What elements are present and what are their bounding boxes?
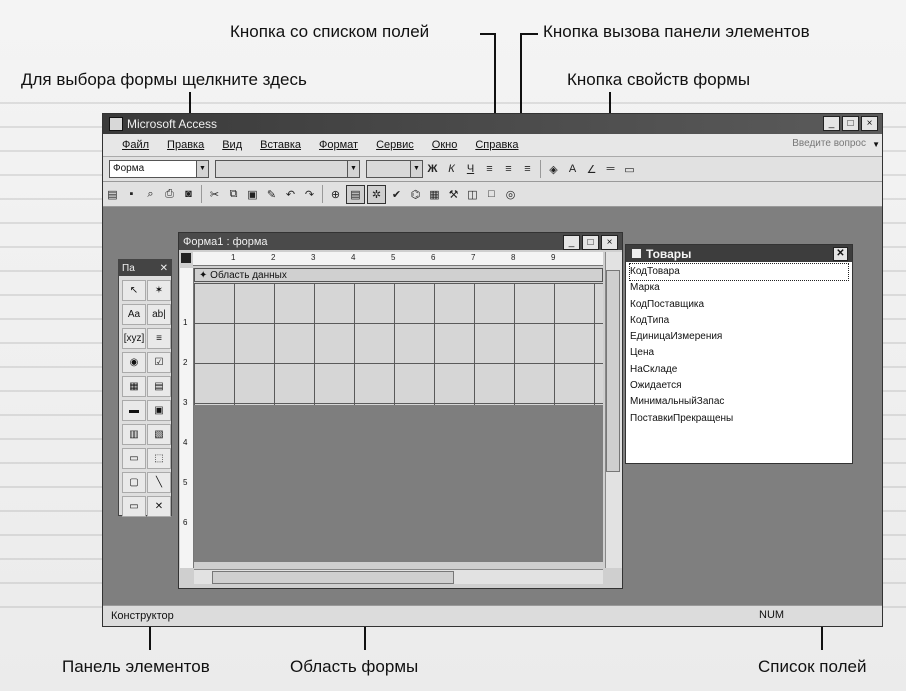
scroll-thumb[interactable] — [212, 571, 454, 584]
form-empty-area — [194, 405, 603, 562]
bold-button[interactable]: Ж — [427, 163, 438, 175]
command-button-tool[interactable]: ▬ — [122, 400, 146, 421]
bound-frame-tool[interactable]: ▧ — [147, 424, 171, 445]
ruler-mark: 5 — [391, 253, 396, 262]
ruler-mark: 5 — [183, 478, 188, 487]
unbound-frame-tool[interactable]: ▥ — [122, 424, 146, 445]
field-list-window[interactable] — [625, 244, 853, 464]
object-selector-value: Форма — [113, 163, 145, 174]
code-icon[interactable]: ⌬ — [410, 188, 421, 201]
form-selector[interactable] — [181, 253, 191, 263]
database-window-icon[interactable]: ◫ — [467, 188, 478, 201]
option-button-tool[interactable]: ◉ — [122, 352, 146, 373]
more-controls-tool[interactable]: ✕ — [147, 496, 171, 517]
copy-icon[interactable]: ⧉ — [229, 187, 238, 200]
align-left-icon[interactable]: ≡ — [486, 163, 493, 175]
detail-section-header[interactable] — [194, 268, 603, 282]
ruler-mark: 4 — [183, 438, 188, 447]
table-icon — [632, 249, 641, 258]
menu-insert[interactable]: Вставка — [260, 139, 302, 151]
close-icon[interactable]: ✕ — [833, 247, 848, 261]
form-detail-grid[interactable] — [194, 283, 603, 406]
field-item[interactable]: Марка — [630, 282, 660, 294]
toolbox-title: Па — [122, 262, 135, 274]
field-item[interactable]: МинимальныйЗапас — [630, 396, 725, 408]
line-tool[interactable]: ╲ — [147, 472, 171, 493]
help-icon[interactable]: ◎ — [505, 188, 516, 201]
callout-select-form: Для выбора формы щелкните здесь — [21, 70, 307, 89]
print-preview-icon[interactable]: ◙ — [185, 188, 192, 200]
ruler-mark: 7 — [471, 253, 476, 262]
menu-window[interactable]: Окно — [431, 139, 458, 151]
tab-control-tool[interactable]: ⬚ — [147, 448, 171, 469]
ruler-mark: 2 — [271, 253, 276, 262]
toggle-button-tool[interactable]: ≡ — [147, 328, 171, 349]
redo-icon[interactable]: ↷ — [304, 188, 315, 201]
listbox-tool[interactable]: ▤ — [147, 376, 171, 397]
menu-edit[interactable]: Правка — [167, 139, 205, 151]
callout-field-list: Список полей — [758, 657, 867, 676]
form-design-window[interactable] — [178, 232, 623, 589]
status-mode: Конструктор — [111, 610, 174, 622]
maximize-button[interactable]: □ — [842, 116, 859, 131]
underline-button[interactable]: Ч — [466, 163, 475, 175]
object-selector-combo[interactable] — [109, 160, 209, 178]
menu-file[interactable]: Файл — [122, 139, 150, 151]
search-file-icon[interactable]: ⌕ — [147, 187, 154, 200]
rectangle-tool[interactable]: ▭ — [122, 496, 146, 517]
horizontal-scrollbar[interactable] — [194, 569, 603, 584]
field-item[interactable]: Цена — [630, 347, 655, 359]
control-wizards-tool[interactable]: ✶ — [147, 280, 171, 301]
ask-question-input[interactable]: Введите вопрос — [792, 138, 866, 149]
formatting-toolbar — [103, 157, 882, 182]
form-minimize-button[interactable]: _ — [563, 235, 580, 250]
form-maximize-button[interactable]: □ — [582, 235, 599, 250]
field-item[interactable]: КодТипа — [630, 314, 670, 326]
line-width-icon[interactable]: ═ — [606, 163, 615, 175]
vertical-ruler — [180, 268, 194, 568]
menu-view[interactable]: Вид — [222, 139, 243, 151]
access-key-icon — [109, 117, 123, 131]
ruler-mark: 6 — [183, 518, 188, 527]
fill-color-icon[interactable]: ◈ — [549, 163, 558, 176]
properties-icon[interactable]: ▦ — [429, 188, 440, 201]
label-tool[interactable]: Aa — [122, 304, 146, 325]
ruler-mark: 1 — [183, 318, 188, 327]
close-icon[interactable]: ✕ — [159, 262, 168, 274]
status-bar — [103, 605, 882, 626]
section-marker-icon: ✦ — [199, 270, 211, 281]
status-num: NUM — [759, 609, 785, 621]
ruler-mark: 3 — [183, 398, 188, 407]
field-item[interactable]: Ожидается — [630, 380, 682, 392]
image-tool[interactable]: ▣ — [147, 400, 171, 421]
scroll-thumb[interactable] — [606, 270, 620, 472]
ruler-mark: 2 — [183, 358, 188, 367]
close-button[interactable]: × — [861, 116, 878, 131]
line-color-icon[interactable]: ∠ — [586, 163, 597, 176]
menu-bar — [103, 134, 882, 157]
menu-format[interactable]: Формат — [319, 139, 359, 151]
form-design-toolbar — [103, 182, 882, 207]
font-color-icon[interactable]: A — [568, 163, 577, 175]
align-center-icon[interactable]: ≡ — [505, 163, 512, 175]
field-list-button-icon[interactable]: ▤ — [346, 185, 365, 204]
font-size-combo[interactable] — [366, 160, 423, 178]
toolbox-button-icon[interactable]: ✲ — [367, 185, 386, 204]
save-icon[interactable]: ▪ — [129, 188, 134, 200]
chevron-down-icon[interactable]: ▼ — [196, 161, 208, 177]
page-break-tool[interactable]: ▭ — [122, 448, 146, 469]
checkbox-tool[interactable]: ☑ — [147, 352, 171, 373]
vertical-scrollbar[interactable] — [605, 252, 622, 568]
cut-icon[interactable]: ✂ — [209, 188, 220, 201]
autoformat-icon[interactable]: ✔ — [391, 188, 402, 201]
field-item[interactable]: КодТовара — [630, 264, 848, 280]
menu-tools[interactable]: Сервис — [376, 139, 414, 151]
field-item[interactable]: КодПоставщика — [630, 298, 705, 310]
ruler-mark: 4 — [351, 253, 356, 262]
paste-icon[interactable]: ▣ — [247, 188, 258, 201]
combobox-tool[interactable]: ▦ — [122, 376, 146, 397]
hyperlink-icon[interactable]: ⊕ — [330, 188, 341, 201]
textbox-tool[interactable]: ab| — [147, 304, 171, 325]
field-list-title: Товары — [646, 246, 692, 261]
build-icon[interactable]: ⚒ — [448, 188, 459, 201]
detail-section-label: Область данных — [210, 270, 287, 281]
callout-toolbox-panel: Панель элементов — [62, 657, 210, 676]
font-name-combo[interactable] — [215, 160, 360, 178]
view-icon[interactable]: ▤ — [107, 188, 118, 201]
minimize-button[interactable]: _ — [823, 116, 840, 131]
format-painter-icon[interactable]: ✎ — [266, 188, 277, 201]
toolbox-panel[interactable] — [118, 259, 172, 516]
subform-tool[interactable]: ▢ — [122, 472, 146, 493]
select-objects-tool[interactable]: ↖ — [122, 280, 146, 301]
access-window — [102, 113, 883, 627]
chevron-down-icon[interactable]: ▼ — [410, 161, 422, 177]
undo-icon[interactable]: ↶ — [285, 188, 296, 201]
form-window-title: Форма1 : форма — [183, 235, 268, 248]
chevron-down-icon[interactable]: ▼ — [347, 161, 359, 177]
ruler-mark: 3 — [311, 253, 316, 262]
callout-form-area: Область формы — [290, 657, 419, 676]
ruler-mark: 9 — [551, 253, 556, 262]
callout-form-properties: Кнопка свойств формы — [567, 70, 751, 89]
chevron-down-icon[interactable]: ▼ — [872, 140, 880, 149]
form-close-button[interactable]: × — [601, 235, 618, 250]
menu-help[interactable]: Справка — [475, 139, 519, 151]
leader-line — [520, 33, 538, 35]
callout-field-list-button: Кнопка со списком полей — [230, 22, 430, 41]
ruler-mark: 8 — [511, 253, 516, 262]
special-effect-icon[interactable]: ▭ — [624, 163, 635, 176]
title-bar[interactable] — [103, 114, 882, 134]
ruler-mark: 1 — [231, 253, 236, 262]
callout-toolbox-button: Кнопка вызова панели элементов — [543, 22, 810, 41]
option-group-tool[interactable]: [xyz] — [122, 328, 146, 349]
horizontal-ruler — [193, 252, 603, 266]
align-right-icon[interactable]: ≡ — [524, 163, 531, 175]
italic-button[interactable]: К — [448, 163, 455, 175]
new-object-icon[interactable]: □ — [488, 188, 495, 200]
print-icon[interactable]: ⎙ — [165, 187, 174, 200]
window-title: Microsoft Access — [127, 117, 218, 131]
field-item[interactable]: ПоставкиПрекращены — [630, 412, 734, 424]
ruler-mark: 6 — [431, 253, 436, 262]
field-item[interactable]: ЕдиницаИзмерения — [630, 331, 723, 343]
field-item[interactable]: НаСкладе — [630, 363, 678, 375]
